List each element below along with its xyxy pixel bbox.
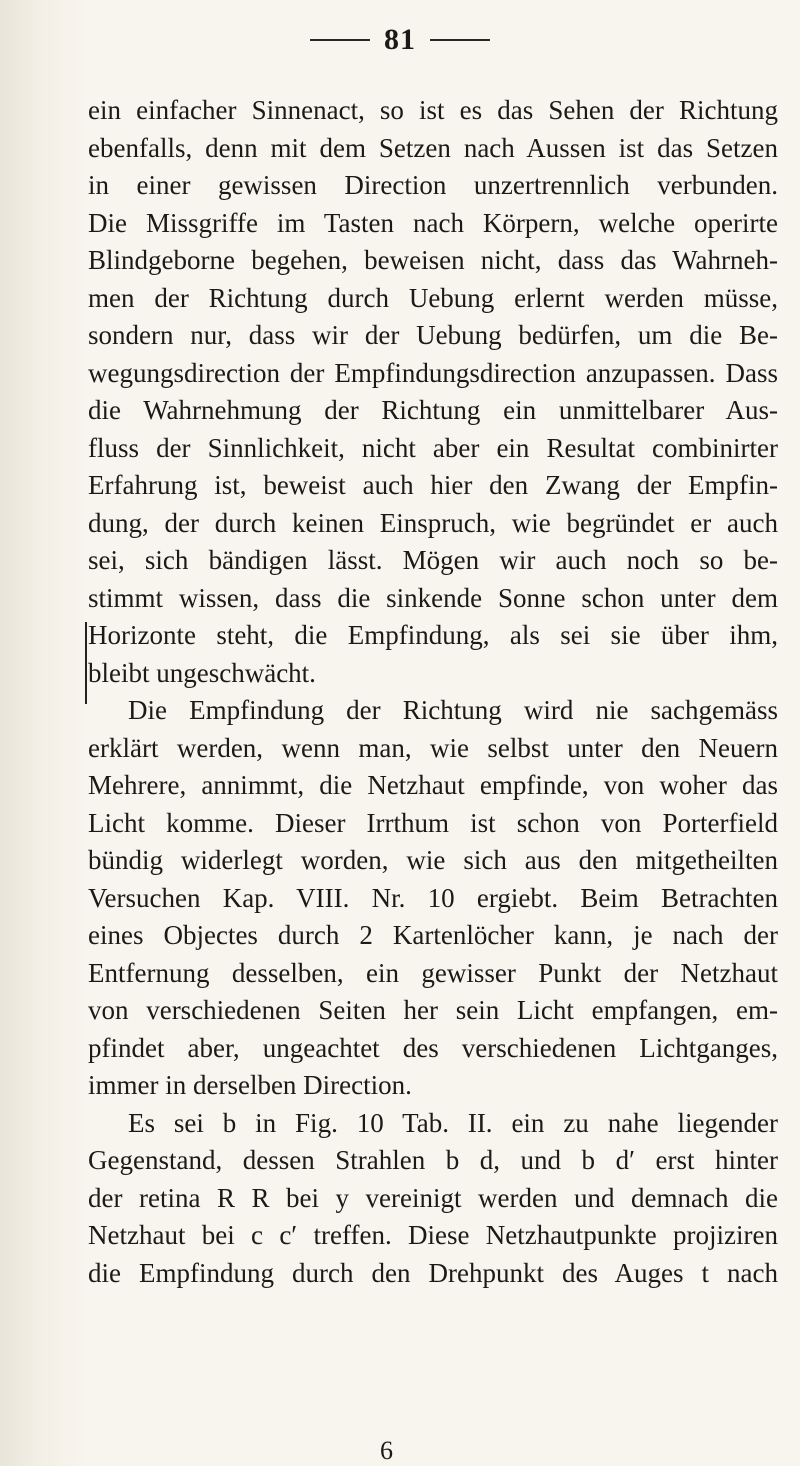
text-line: dung, der durch keinen Einspruch, wie begründet er auch — [88, 507, 778, 538]
body-text — [88, 92, 778, 1292]
text-line: sei, sich bändigen lässt. Mögen wir auch noch so be- — [88, 545, 778, 575]
text-line: bündig widerlegt worden, wie sich aus den mitgetheilten — [88, 845, 778, 875]
text-line: erklärt werden, wenn man, wie selbst unter den Neuern — [88, 732, 778, 763]
text-line: eines Objectes durch 2 Kartenlöcher kann, je nach der — [88, 920, 778, 950]
text-line: von verschiedenen Seiten her sein Licht empfangen, em- — [88, 995, 778, 1025]
text-line: fluss der Sinnlichkeit, nicht aber ein Resultat combinirter — [88, 432, 778, 463]
text-line: Gegenstand, dessen Strahlen b d, und b d′ erst hinter — [88, 1145, 778, 1175]
page-number: 81 — [384, 23, 416, 56]
text-line: Netzhaut bei c c′ treffen. Diese Netzhautpunkte projiziren — [88, 1220, 778, 1250]
text-line: wegungsdirection der Empfindungsdirection anzupassen. Dass — [88, 357, 778, 388]
text-line: Mehrere, annimmt, die Netzhaut empfinde, von woher das — [88, 770, 778, 800]
page-header — [0, 20, 800, 60]
margin-mark — [85, 622, 87, 704]
text-line: Horizonte steht, die Empfindung, als sei sie über ihm, — [88, 620, 778, 650]
text-line: die Wahrnehmung der Richtung ein unmittelbarer Aus- — [88, 395, 778, 425]
text-line: ebenfalls, denn mit dem Setzen nach Aussen ist das Setzen — [88, 132, 778, 163]
text-line: stimmt wissen, dass die sinkende Sonne schon unter dem — [88, 582, 778, 613]
text-line: immer in derselben Direction. — [88, 1070, 412, 1100]
text-line: Die Empfindung der Richtung wird nie sachgemäss — [128, 695, 778, 725]
text-line: sondern nur, dass wir der Uebung bedürfen, um die Be- — [88, 320, 778, 350]
text-line: pfindet aber, ungeachtet des verschiedenen Lichtganges, — [88, 1032, 778, 1063]
text-line: in einer gewissen Direction unzertrennlich verbunden. — [88, 170, 778, 200]
text-line: die Empfindung durch den Drehpunkt des Auges t nach — [88, 1257, 778, 1288]
header-rule-right — [430, 39, 490, 41]
header-rule-left — [310, 39, 370, 41]
text-line: Licht komme. Dieser Irrthum ist schon von Porterfield — [88, 807, 778, 838]
text-line: men der Richtung durch Uebung erlernt werden müsse, — [88, 282, 778, 313]
text-line: Es sei b in Fig. 10 Tab. II. ein zu nahe liegender — [128, 1107, 778, 1138]
signature-mark: 6 — [380, 1436, 393, 1465]
text-line: Blindgeborne begehen, beweisen nicht, dass das Wahrneh- — [88, 245, 778, 275]
text-line: ein einfacher Sinnenact, so ist es das Sehen der Richtung — [88, 95, 778, 125]
text-line: Die Missgriffe im Tasten nach Körpern, welche operirte — [88, 207, 778, 238]
text-line: Versuchen Kap. VIII. Nr. 10 ergiebt. Beim Betrachten — [88, 882, 778, 913]
text-line: Entfernung desselben, ein gewisser Punkt der Netzhaut — [88, 957, 778, 988]
text-line: der retina R R bei y vereinigt werden und demnach die — [88, 1182, 778, 1213]
text-line: bleibt ungeschwächt. — [88, 657, 316, 688]
text-line: Erfahrung ist, beweist auch hier den Zwang der Empfin- — [88, 470, 778, 500]
